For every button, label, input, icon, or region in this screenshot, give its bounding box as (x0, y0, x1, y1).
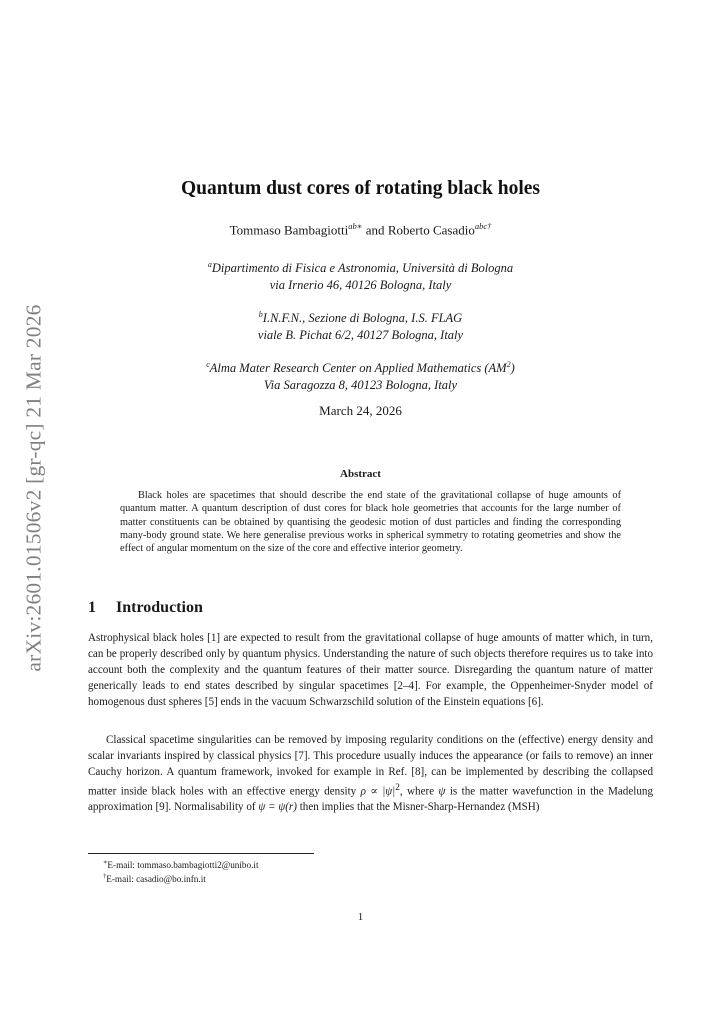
section-title: Introduction (116, 599, 203, 616)
author-connector: and (365, 222, 385, 238)
footnotes (103, 857, 603, 885)
author-name: Tommaso Bambagiotti (229, 222, 349, 238)
affiliation-address: Via Saragozza 8, 40123 Bologna, Italy (263, 378, 458, 393)
affiliation-a (0, 256, 721, 294)
affiliation-line-end: ) (510, 361, 515, 376)
affiliation-line: Dipartimento di Fisica e Astronomia, Università di Bologna (211, 261, 514, 276)
author-affiliation-marks: ab∗ (348, 221, 363, 231)
inline-math-exponent: 2 (395, 782, 400, 793)
paragraph-text: Classical spacetime singularities can be removed by imposing regularity conditions on the (effective) energy density and scalar invariants inspired by classical physics [7]. This procedure usually induces the appearance (or fails to remove) an inner Cauchy horizon. A quantum framework, invoked for example in Ref. [8], can be implemented by describing the collapsed matter inside black holes with an effective energy density (88, 734, 653, 798)
affiliation-address: via Irnerio 46, 40126 Bologna, Italy (269, 278, 452, 293)
footnote-text: E-mail: tommaso.bambagiotti2@unibo.it (107, 860, 259, 871)
footnote (103, 857, 603, 871)
footnote-mark: † (103, 873, 107, 881)
inline-math: ρ ∝ |ψ| (360, 785, 396, 798)
author-affiliation-marks: abc† (474, 221, 492, 231)
paper-date: March 24, 2026 (319, 403, 402, 418)
footnote-text: E-mail: casadio@bo.infn.it (106, 874, 206, 885)
footnote-divider (88, 853, 314, 854)
affiliation-c (0, 356, 721, 394)
arxiv-identifier: arXiv:2601.01506v2 [gr-qc] 21 Mar 2026 (21, 304, 46, 672)
affiliation-mark: a (207, 260, 212, 269)
paper-title: Quantum dust cores of rotating black holes (181, 178, 540, 199)
abstract-heading: Abstract (340, 468, 381, 480)
inline-math: ψ (438, 785, 446, 798)
affiliation-mark: c (206, 360, 210, 369)
body-paragraph (88, 733, 653, 816)
affiliation-superscript: 2 (506, 360, 511, 369)
section-heading (88, 599, 203, 617)
inline-math: ψ = ψ(r) (258, 801, 297, 814)
affiliation-b (0, 306, 721, 344)
author-name: Roberto Casadio (387, 222, 475, 238)
section-number: 1 (88, 599, 96, 616)
affiliation-line: Alma Mater Research Center on Applied Mathematics (AM (209, 361, 507, 376)
author-list (0, 221, 721, 238)
abstract-text: Black holes are spacetimes that should describe the end state of the gravitational collapse of huge amounts of quantum matter. A quantum description of dust cores for black hole geometries that accounts for the large number of matter constituents can be obtained by quantising the geodesic motion of dust particles and finding the corresponding many-body ground state. We here generalise previous works in spherical symmetry to rotating geometries and show the effect of angular momentum on the size of the core and effective interior geometry. (120, 490, 621, 555)
paragraph-text: then implies that the Misner-Sharp-Hernandez (MSH) (296, 801, 540, 814)
footnote (103, 871, 603, 885)
paragraph-text: is the matter wavefunction in the Madelung approximation [9]. Normalisability of (88, 785, 653, 814)
body-paragraph: Astrophysical black holes [1] are expected to result from the gravitational collapse of huge amounts of matter which, in turn, can be properly described only by quantum physics. Understanding the nature of such objects therefore requires us to take into account both the complexity and the quantum features of their matter source. Disregarding the quantum nature of matter generically leads to end states described by singular spacetimes [2–4]. For example, the Oppenheimer-Snyder model of homogenous dust spheres [5] ends in the vacuum Schwarzschild solution of the Einstein equations [6]. (88, 632, 653, 708)
affiliation-line: I.N.F.N., Sezione di Bologna, I.S. FLAG (262, 311, 463, 326)
footnote-mark: ∗ (103, 859, 108, 866)
affiliation-address: viale B. Pichat 6/2, 40127 Bologna, Italy (257, 328, 464, 343)
affiliation-mark: b (258, 310, 263, 319)
paragraph-text: , where (399, 785, 439, 798)
page-number: 1 (357, 911, 364, 923)
